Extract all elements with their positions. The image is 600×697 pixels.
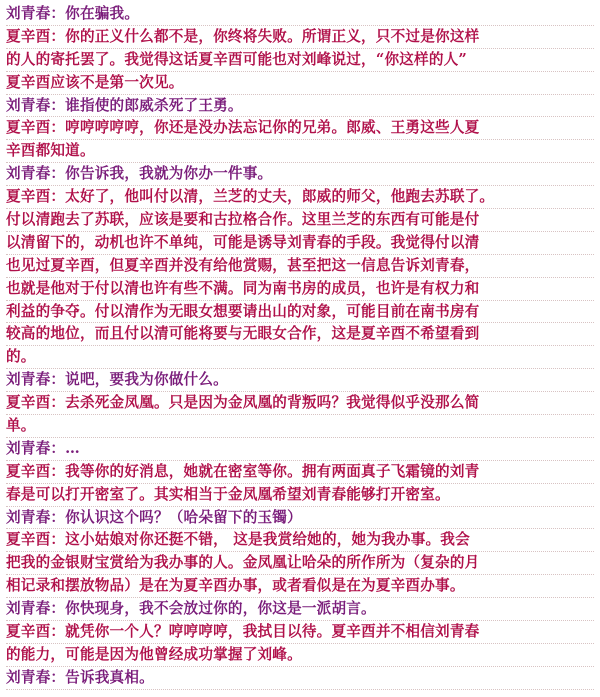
dialogue-text: 以清留下的，动机也许不单纯，可能是诱导刘青春的手段。我觉得付以清 <box>6 233 480 251</box>
dialogue-text: 夏辛酉：太好了，他叫付以清，兰芝的丈夫，郎威的师父，他跑去苏联了。 <box>6 188 495 206</box>
dialogue-line <box>6 484 594 507</box>
dialogue-text: 夏辛酉：就凭你一个人？哼哼哼哼，我拭目以待。夏辛酉并不相信刘青春 <box>6 623 480 641</box>
dialogue-text: 刘青春：你告诉我，我就为你办一件事。 <box>6 165 273 183</box>
dialogue-line <box>6 644 594 667</box>
dialogue-line <box>6 415 594 438</box>
dialogue-line <box>6 552 594 575</box>
dialogue-text: 相记录和摆放物品）是在为夏辛酉办事，或者看似是在为夏辛酉办事。 <box>6 577 465 595</box>
dialogue-line <box>6 163 594 186</box>
dialogue-line <box>6 529 594 552</box>
dialogue-line <box>6 49 594 72</box>
dialogue-line <box>6 209 594 232</box>
dialogue-text: 辛酉都知道。 <box>6 142 95 160</box>
dialogue-line <box>6 95 594 118</box>
dialogue-text: 的。 <box>6 348 36 366</box>
dialogue-text: 付以清跑去了苏联，应该是要和古拉格合作。这里兰芝的东西有可能是付 <box>6 211 480 229</box>
dialogue-text: 也见过夏辛酉，但夏辛酉并没有给他赏赐，甚至把这一信息告诉刘青春， <box>6 256 480 274</box>
dialogue-text: 刘青春：你快现身，我不会放过你的，你这是一派胡言。 <box>6 600 376 618</box>
dialogue-line <box>6 667 594 690</box>
dialogue-line <box>6 598 594 621</box>
dialogue-line <box>6 26 594 49</box>
line-separator <box>6 689 594 690</box>
dialogue-line <box>6 186 594 209</box>
dialogue-line <box>6 140 594 163</box>
dialogue-line <box>6 278 594 301</box>
dialogue-text: 较高的地位，而且付以清可能将要与无眼女合作，这是夏辛酉不希望看到 <box>6 325 480 343</box>
dialogue-line <box>6 392 594 415</box>
dialogue-text: 也就是他对于付以清也许有些不满。同为南书房的成员，也许是有权力和 <box>6 279 480 297</box>
dialogue-line <box>6 575 594 598</box>
dialogue-line <box>6 369 594 392</box>
dialogue-text: 刘青春：你认识这个吗？（哈朵留下的玉镯） <box>6 508 302 526</box>
dialogue-text: 刘青春：… <box>6 439 80 457</box>
dialogue-line <box>6 72 594 95</box>
dialogue-text: 夏辛酉：这小姑娘对你还挺不错， 这是我赏给她的，她为我办事。我会 <box>6 531 470 549</box>
dialogue-line <box>6 301 594 324</box>
dialogue-line <box>6 621 594 644</box>
dialogue-text: 刘青春：说吧，要我为你做什么。 <box>6 371 228 389</box>
dialogue-text: 刘青春：谁指使的郎威杀死了王勇。 <box>6 96 243 114</box>
dialogue-text: 刘青春：告诉我真相。 <box>6 668 154 686</box>
dialogue-text: 单。 <box>6 417 36 435</box>
dialogue-line <box>6 507 594 530</box>
dialogue-text: 利益的争夺。付以清作为无眼女想要请出山的对象，可能目前在南书房有 <box>6 302 480 320</box>
dialogue-line <box>6 346 594 369</box>
dialogue-text: 的人的寄托罢了。我觉得这话夏辛酉可能也对刘峰说过，“你这样的人” <box>6 50 468 68</box>
dialogue-text: 夏辛酉：你的正义什么都不是，你终将失败。所谓正义，只不过是你这样 <box>6 27 480 45</box>
dialogue-text: 夏辛酉：哼哼哼哼哼，你还是没办法忘记你的兄弟。郎威、王勇这些人夏 <box>6 119 480 137</box>
dialogue-line <box>6 232 594 255</box>
dialogue-line <box>6 117 594 140</box>
dialogue-text: 春是可以打开密室了。其实相当于金凤凰希望刘青春能够打开密室。 <box>6 485 450 503</box>
dialogue-text: 把我的金银财宝赏给为我办事的人。金凤凰让哈朵的所作所为（复杂的月 <box>6 554 480 572</box>
dialogue-line <box>6 461 594 484</box>
dialogue-text: 的能力，可能是因为他曾经成功掌握了刘峰。 <box>6 645 302 663</box>
dialogue-line <box>6 255 594 278</box>
dialogue-text: 夏辛酉应该不是第一次见。 <box>6 73 184 91</box>
dialogue-text: 夏辛酉：去杀死金凤凰。只是因为金凤凰的背叛吗？我觉得似乎没那么简 <box>6 394 480 412</box>
dialogue-line <box>6 3 594 26</box>
dialogue-text: 夏辛酉：我等你的好消息，她就在密室等你。拥有两面真子飞霜镜的刘青 <box>6 462 480 480</box>
dialogue-line <box>6 438 594 461</box>
dialogue-text: 刘青春：你在骗我。 <box>6 5 140 22</box>
dialogue-line <box>6 323 594 346</box>
